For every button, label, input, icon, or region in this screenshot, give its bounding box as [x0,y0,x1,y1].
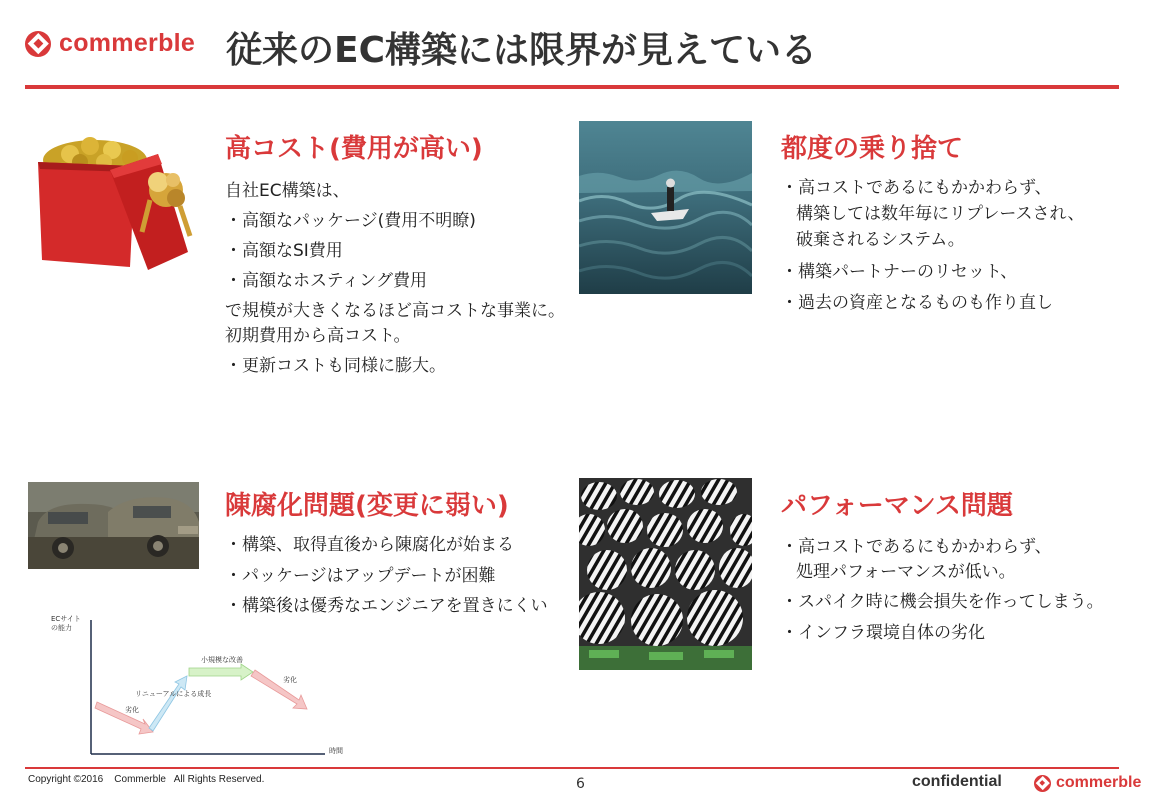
diagram-label: 小規模な改善 [201,656,243,664]
section-obsolete-line: ・パッケージはアップデートが困難 [225,566,496,586]
section-replace-line: 破棄されるシステム。 [796,230,965,250]
logo-text: commerble [59,29,196,57]
confidential-label: confidential [912,773,1002,790]
decline-arrow [251,670,307,709]
section-performance-line: ・高コストであるにもかかわらず、 [781,537,1052,557]
x-axis-label: 時間 [329,747,343,755]
capability-diagram [45,612,365,762]
gift-box-icon [30,132,200,272]
diagram-label: リニューアルによる成長 [135,690,212,698]
section-cost-line: ・高額なホスティング費用 [225,271,427,291]
header-divider [25,85,1119,89]
growth-arrow [149,676,187,731]
section-cost-line: で規模が大きくなるほど高コストな事業に。 [225,301,565,321]
ocean-boat-image [579,121,752,294]
old-cars-image [28,482,199,569]
decline-arrow [95,702,153,734]
commerble-logo-icon [25,31,51,57]
section-replace-line: 構築しては数年毎にリプレースされ、 [796,204,1085,224]
commerble-logo-icon [1034,775,1051,792]
commerble-logo [25,29,195,58]
section-performance-line: 処理パフォーマンスが低い。 [796,562,1016,582]
section-heading-cost: 高コスト(費用が高い) [225,134,483,164]
y-axis-label: の能力 [51,624,72,632]
section-heading-performance: パフォーマンス問題 [781,491,1013,521]
section-heading-obsolete: 陳腐化問題(変更に弱い) [225,491,509,521]
section-heading-replace: 都度の乗り捨て [781,134,964,164]
diagram-label: 劣化 [125,706,139,714]
section-performance-line: ・インフラ環境自体の劣化 [781,623,985,643]
section-performance-line: ・スパイク時に機会損失を作ってしまう。 [781,592,1104,612]
footer-logo-text: commerble [1056,774,1142,791]
footer-divider [25,767,1119,769]
copyright-text: Copyright ©2016 Commerble All Rights Reserved. [28,774,265,785]
improvement-arrow [189,664,253,680]
section-cost-line: 自社EC構築は、 [225,181,350,201]
section-replace-line: ・構築パートナーのリセット、 [781,262,1018,282]
footer-logo [1034,774,1141,792]
page-number: 6 [576,776,585,792]
zebra-crowd-image [579,478,752,670]
diagram-label: 劣化 [283,676,297,684]
section-cost-line: 初期費用から高コスト。 [225,326,411,346]
slide-title: 従来のEC構築には限界が見えている [226,30,818,71]
section-obsolete-line: ・構築、取得直後から陳腐化が始まる [225,535,514,555]
section-cost-line: ・高額なパッケージ(費用不明瞭) [225,211,476,231]
section-replace-line: ・過去の資産となるものも作り直し [781,293,1053,313]
section-replace-line: ・高コストであるにもかかわらず、 [781,178,1052,198]
section-cost-line: ・更新コストも同様に膨大。 [225,356,446,376]
y-axis-label: ECサイト [51,615,81,623]
section-obsolete-line: ・構築後は優秀なエンジニアを置きにくい [225,596,548,616]
section-cost-line: ・高額なSI費用 [225,241,343,261]
